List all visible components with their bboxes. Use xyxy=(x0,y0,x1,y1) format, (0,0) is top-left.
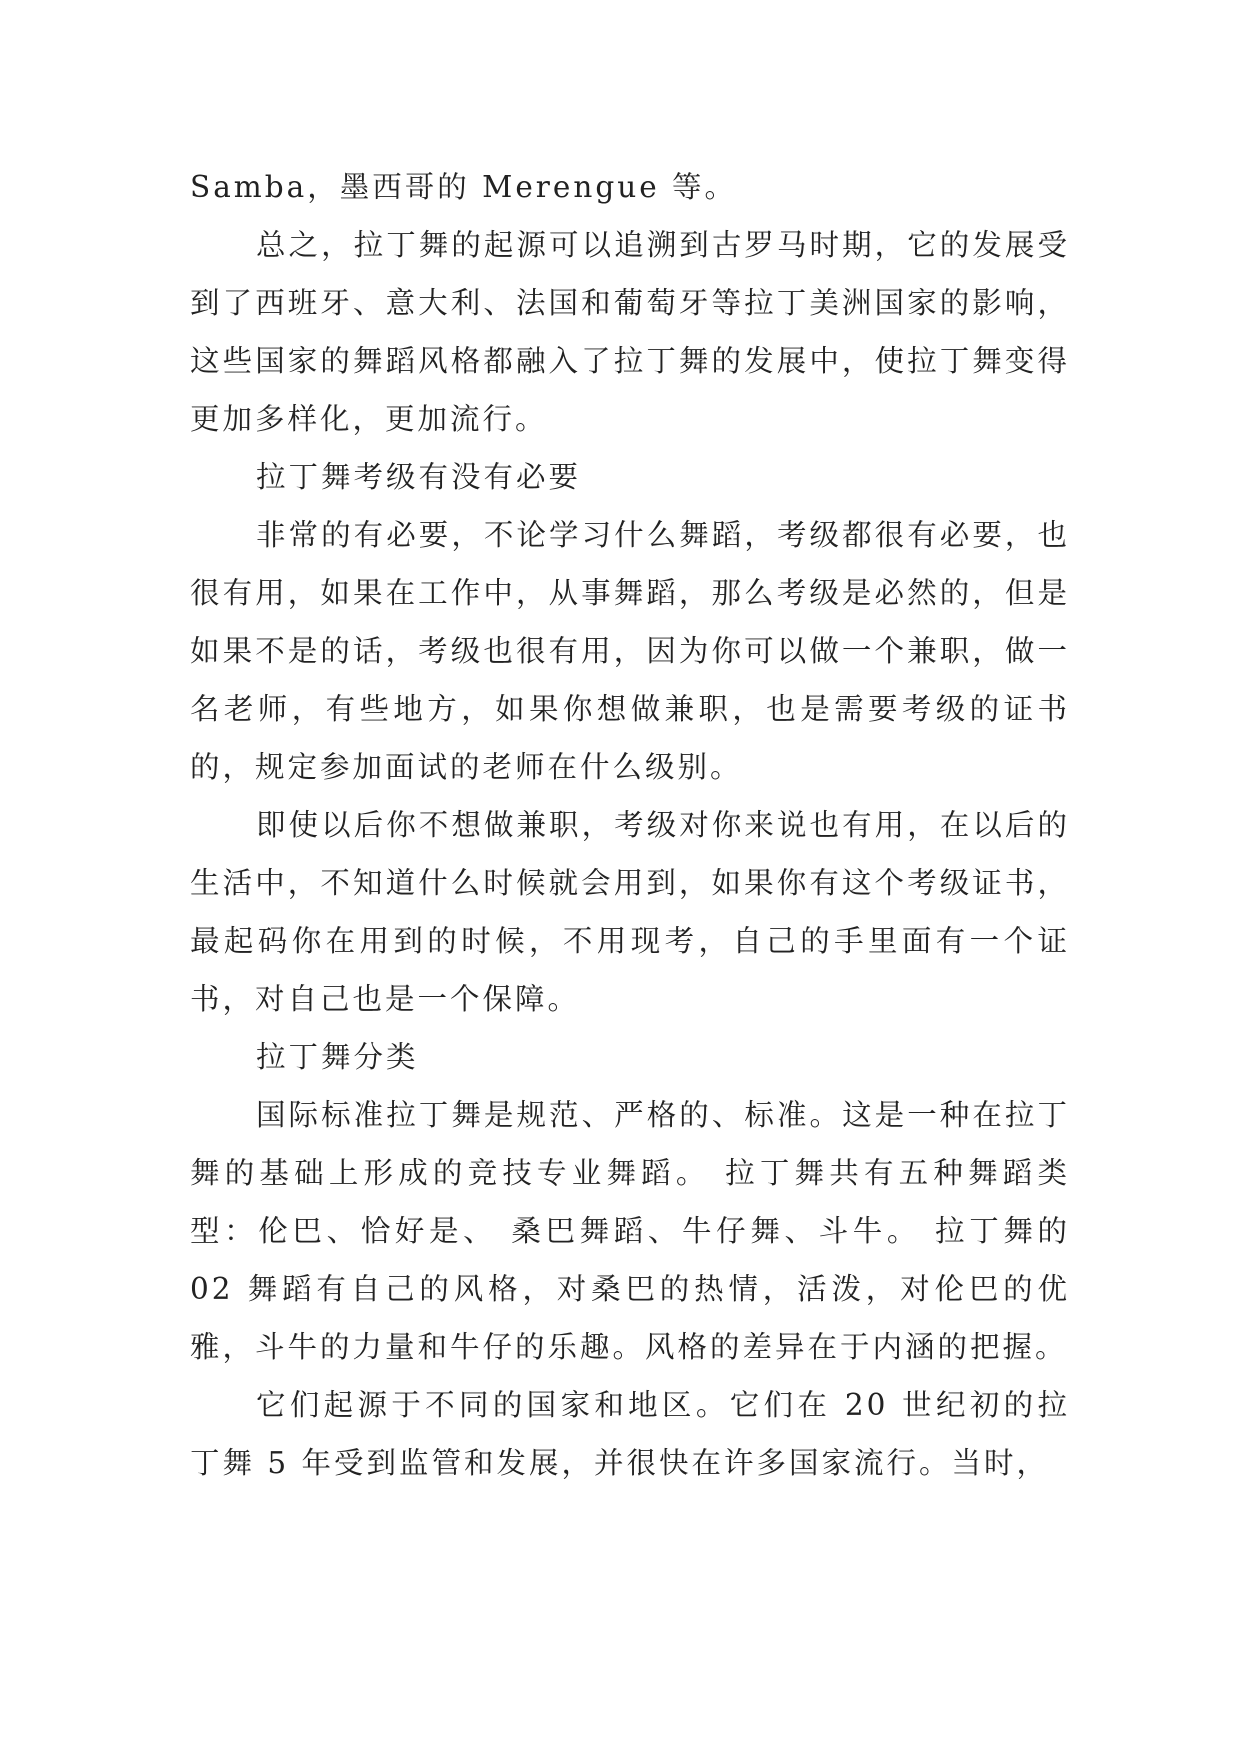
paragraph-exam-benefit: 即使以后你不想做兼职，考级对你来说也有用，在以后的生活中，不知道什么时候就会用到，如果你有这个考级证书，最起码你在用到的时候，不用现考，自己的手里面有一个证书，对自己也是一个保障。 xyxy=(190,808,1070,1016)
paragraph-samba-continuation: Samba，墨西哥的 Merengue 等。 xyxy=(190,170,738,204)
section-heading-exam-necessity: 拉丁舞考级有没有必要 xyxy=(256,460,582,494)
section-heading-classification: 拉丁舞分类 xyxy=(256,1040,419,1074)
paragraph-exam-necessity: 非常的有必要，不论学习什么舞蹈，考级都很有必要，也很有用，如果在工作中，从事舞蹈，那么考级是必然的，但是如果不是的话，考级也很有用，因为你可以做一个兼职，做一名老师，有些地方，如果你想做兼职，也是需要考级的证书的，规定参加面试的老师在什么级别。 xyxy=(190,518,1070,784)
document-body xyxy=(190,158,1070,1492)
paragraph-classification: 国际标准拉丁舞是规范、严格的、标准。这是一种在拉丁舞的基础上形成的竞技专业舞蹈。 拉丁舞共有五种舞蹈类型：伦巴、恰好是、 桑巴舞蹈、牛仔舞、斗牛。 拉丁舞的 02 舞蹈有自己的风格，对桑巴的热情，活泼，对伦巴的优雅，斗牛的力量和牛仔的乐趣。风格的差异在于内涵的把握。 xyxy=(190,1098,1070,1364)
paragraph-origin-countries: 它们起源于不同的国家和地区。它们在 20 世纪初的拉丁舞 5 年受到监管和发展，并很快在许多国家流行。当时， xyxy=(190,1388,1070,1480)
paragraph-origin-summary: 总之，拉丁舞的起源可以追溯到古罗马时期，它的发展受到了西班牙、意大利、法国和葡萄牙等拉丁美洲国家的影响，这些国家的舞蹈风格都融入了拉丁舞的发展中，使拉丁舞变得更加多样化，更加流行。 xyxy=(190,228,1070,436)
